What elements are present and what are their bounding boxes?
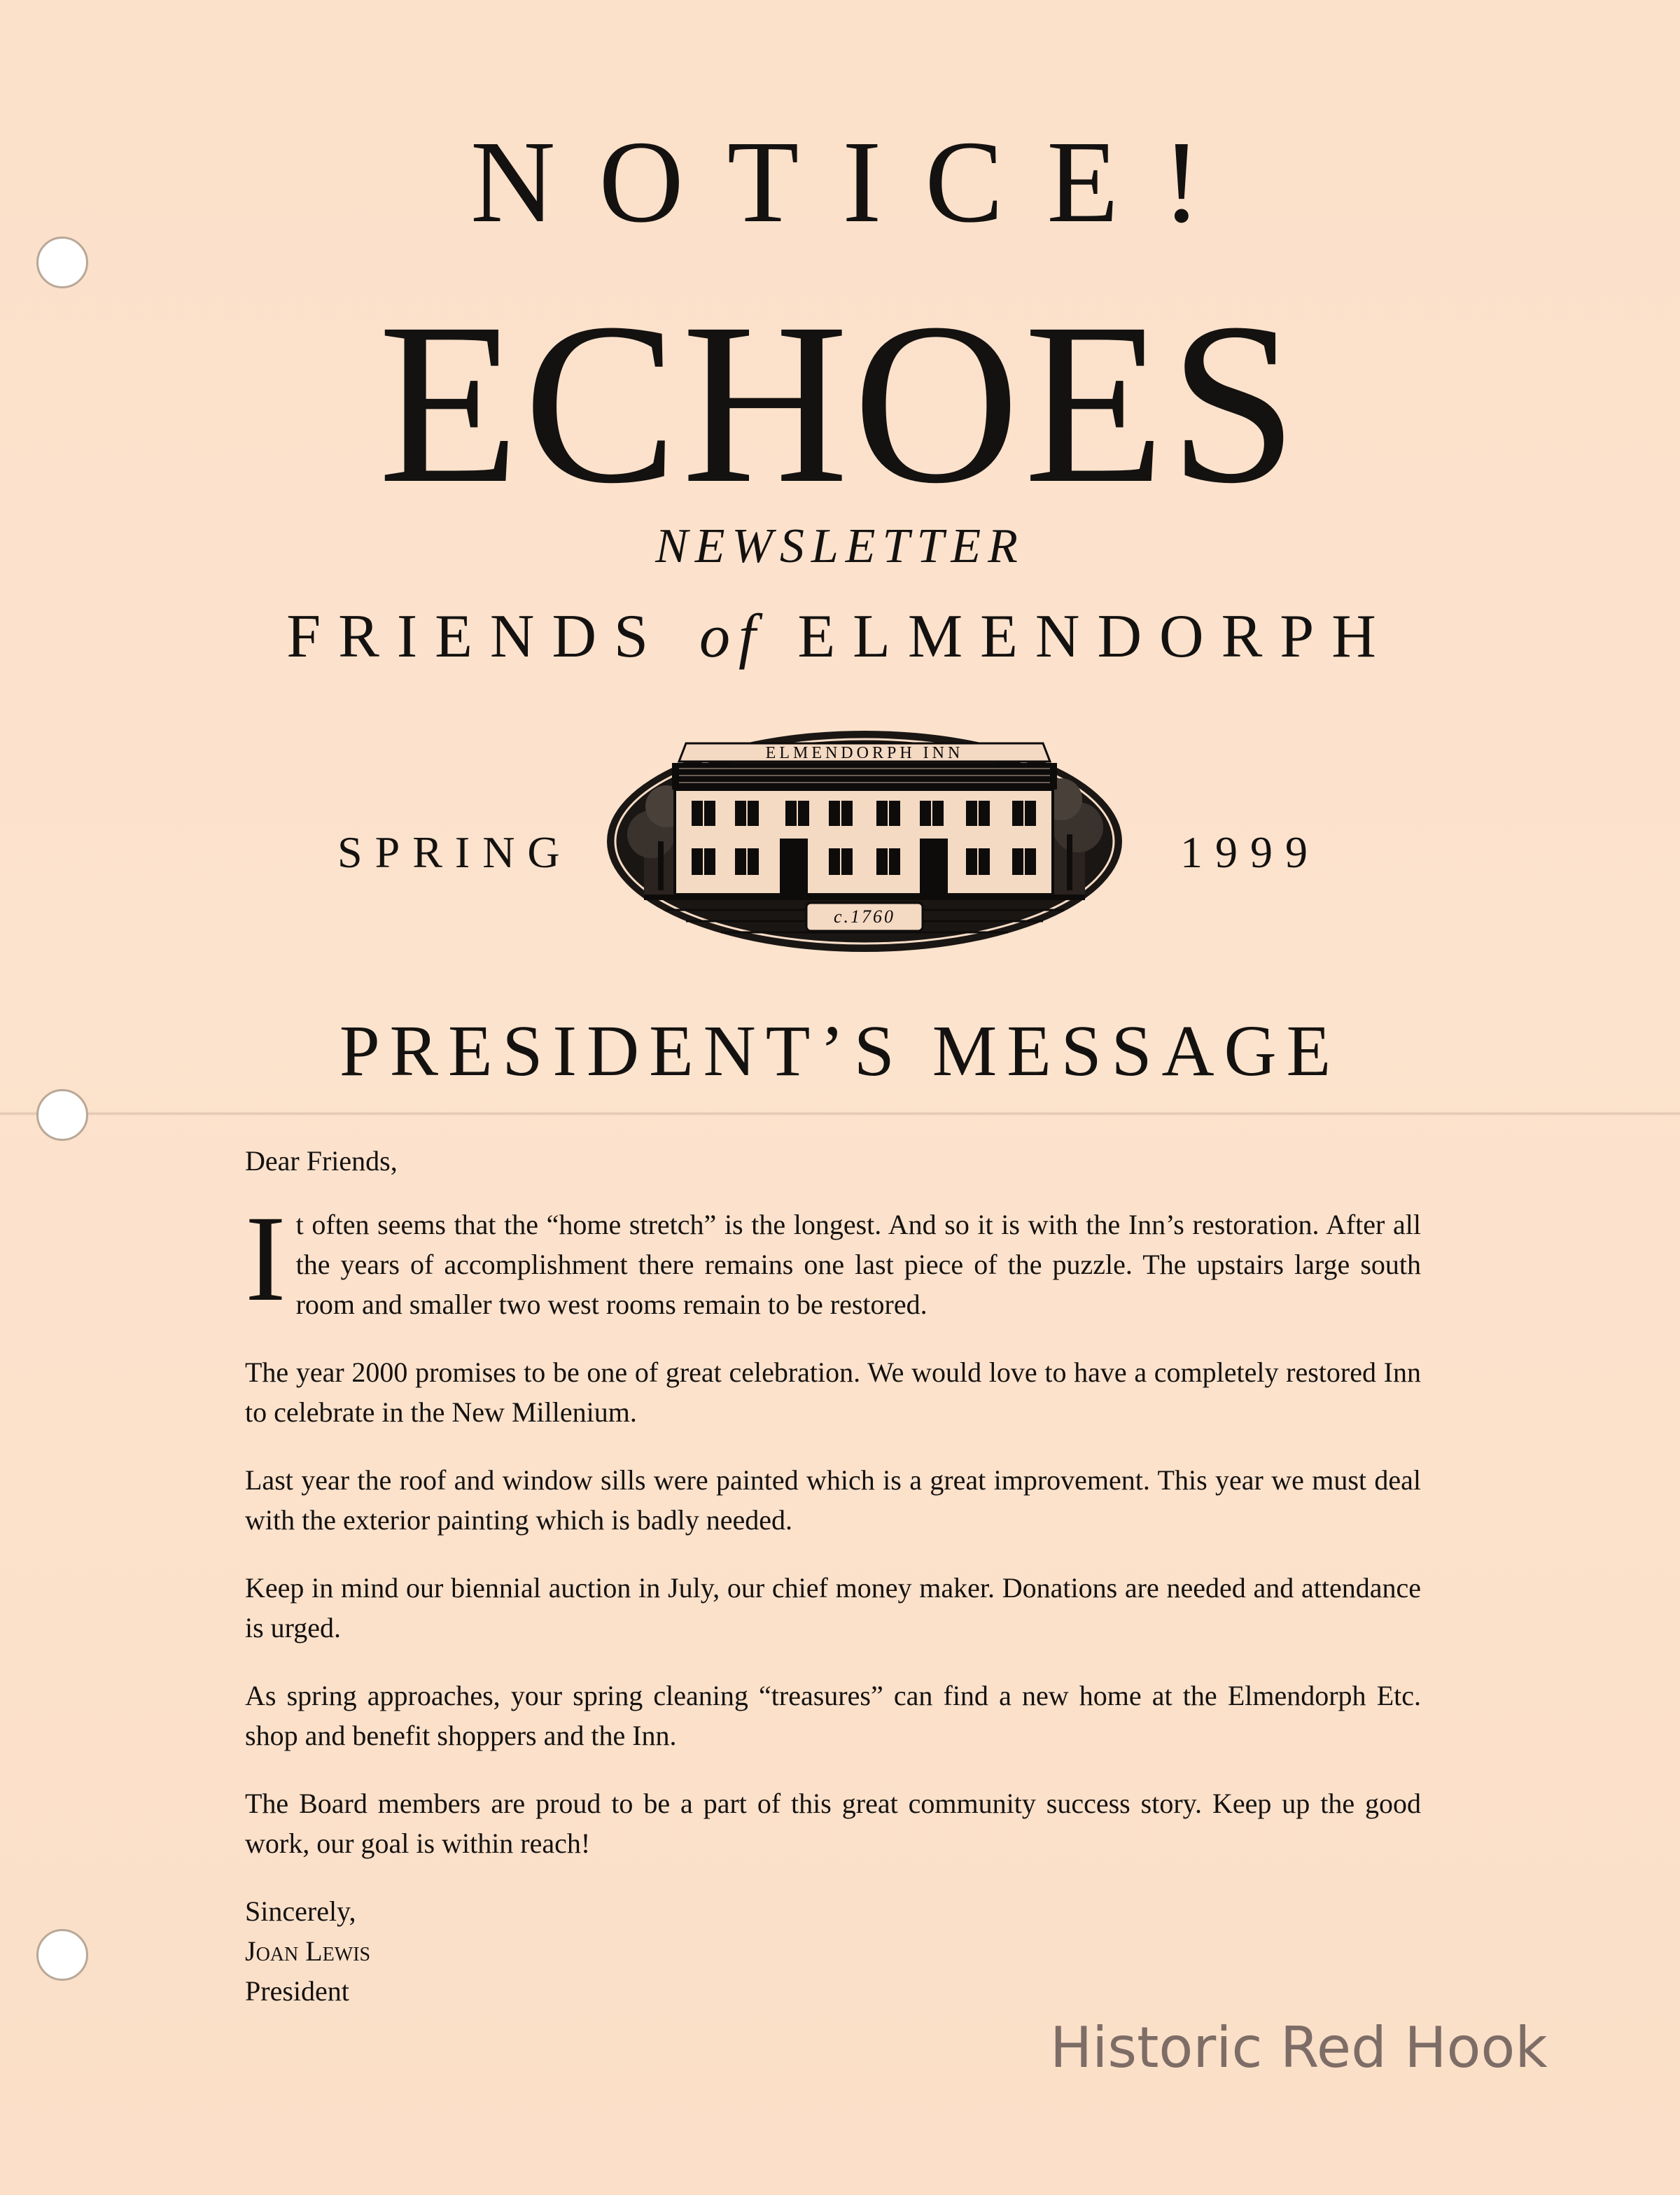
letter-paragraph-1-text: t often seems that the “home stretch” is the longest. And so it is with the Inn’s restoration. After all the years of accomplishment there remains one last piece of the puzzle. The upstairs large south room and smaller two west rooms remain to be restored. [295,1209,1421,1320]
signer-title: President [245,1975,349,2007]
punch-hole-bottom [36,1929,88,1981]
letter-paragraph-5: As spring approaches, your spring cleaning “treasures” can find a new home at the Elmendorph Etc. shop and benefit shoppers and the Inn. [245,1680,1421,1751]
letter-greeting: Dear Friends, [245,1145,398,1177]
letter-paragraph-1 [245,1191,1421,1327]
org-name-of: of [699,603,764,671]
logo-banner-text: ELMENDORPH INN [765,744,964,762]
masthead-subtitle: NEWSLETTER [655,519,1025,573]
paper-fold-line [0,1111,1680,1116]
president-letter [245,1141,1421,2011]
issue-year: 1999 [1180,827,1320,877]
article-heading: PRESIDENT’S MESSAGE [339,1011,1341,1091]
letter-paragraph-3: Last year the roof and window sills were painted which is a great improvement. This year we must deal with the exterior painting which is badly needed. [245,1464,1421,1536]
closing-salutation: Sincerely, [245,1895,356,1927]
letter-paragraph-6: The Board members are proud to be a part of this great community success story. Keep up the good work, our goal is within reach! [245,1788,1421,1859]
punch-hole-middle [36,1089,88,1141]
letter-paragraph-2: The year 2000 promises to be one of great celebration. We would love to have a completely restored Inn to celebrate in the New Millenium. [245,1356,1421,1428]
letter-paragraph-4: Keep in mind our biennial auction in July, our chief money maker. Donations are needed and attendance is urged. [245,1572,1421,1643]
source-watermark: Historic Red Hook [1050,2015,1548,2080]
drop-cap: I [245,1191,286,1327]
signer-name: Joan Lewis [245,1935,371,1967]
masthead-title: ECHOES [378,276,1302,531]
punch-hole-top [36,237,88,288]
notice-heading: NOTICE! [470,117,1245,247]
letter-closing [245,1891,1421,2011]
issue-season: SPRING [337,827,573,877]
organization-name [0,603,1680,671]
logo-date-text: c.1760 [833,906,896,927]
elmendorph-inn-logo [602,722,1127,960]
org-name-right: ELMENDORPH [797,603,1394,671]
org-name-left: FRIENDS [286,603,666,671]
